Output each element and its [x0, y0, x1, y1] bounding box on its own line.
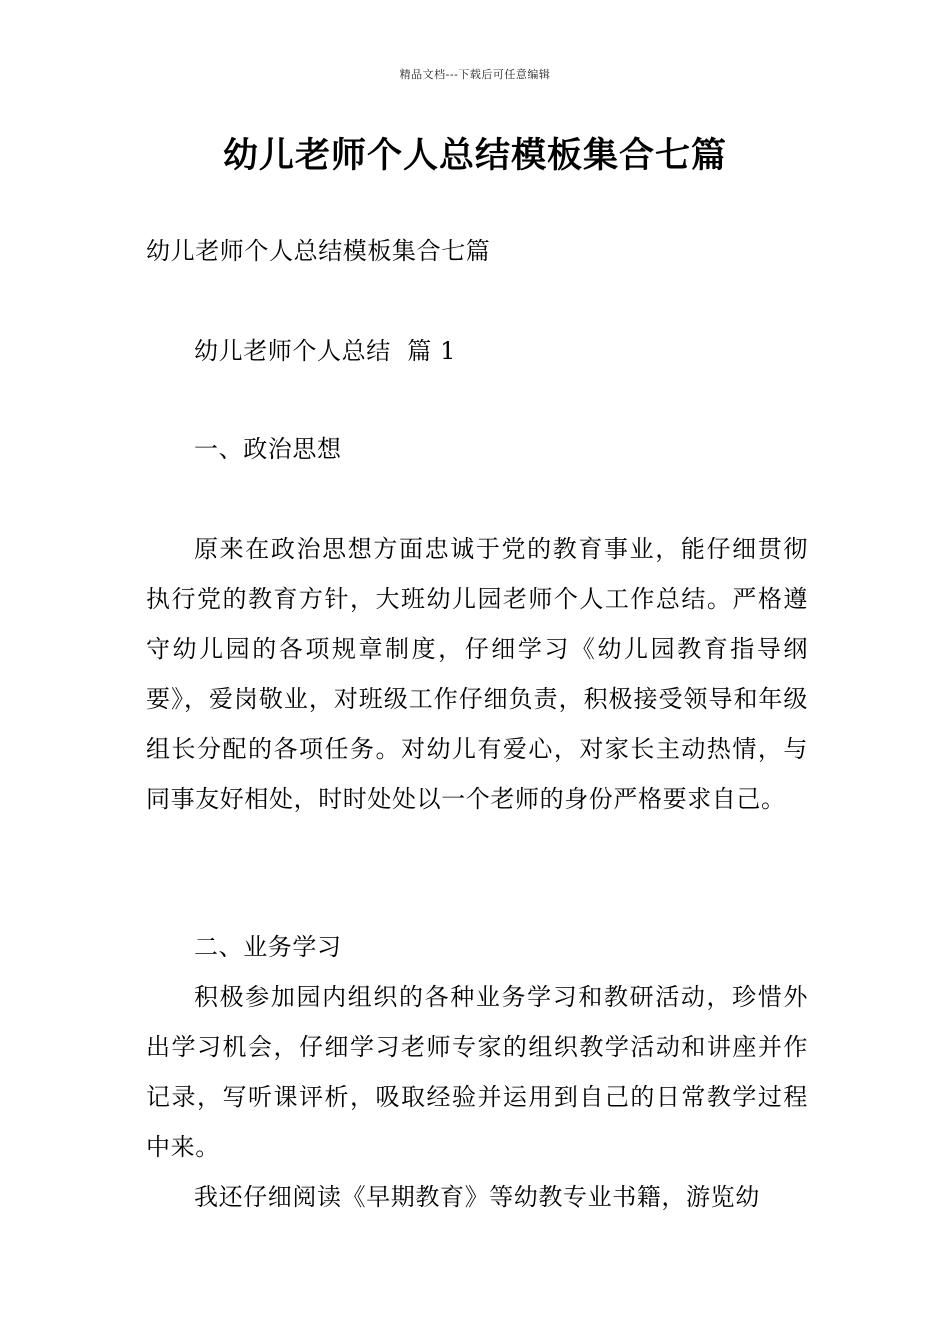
section-heading-study: 二、业务学习 — [194, 933, 342, 961]
paragraph-study: 积极参加园内组织的各种业务学习和教研活动，珍惜外出学习机会，仔细学习老师专家的组织教学活动和讲座并作记录，写听课评析，吸取经验并运用到自己的日常教学过程中来。 — [146, 983, 808, 1161]
paragraph-reading: 我还仔细阅读《早期教育》等幼教专业书籍，游览幼 — [194, 1183, 760, 1211]
paragraph-politics: 原来在政治思想方面忠诚于党的教育事业，能仔细贯彻执行党的教育方针，大班幼儿园老师个人工作总结。严格遵守幼儿园的各项规章制度，仔细学习《幼儿园教育指导纲要》，爱岗敬业，对班级工作仔细负责，积极接受领导和年级组长分配的各项任务。对幼儿有爱心，对家长主动热情，与同事友好相处，时时处处以一个老师的身份严格要求自己。 — [146, 535, 808, 813]
header-note: 精品文档---下载后可任意编辑 — [399, 68, 551, 81]
article-heading: 幼儿老师个人总结 篇 1 — [194, 337, 456, 365]
document-subtitle: 幼儿老师个人总结模板集合七篇 — [146, 237, 491, 265]
document-title: 幼儿老师个人总结模板集合七篇 — [222, 136, 727, 176]
section-heading-politics: 一、政治思想 — [194, 435, 342, 463]
